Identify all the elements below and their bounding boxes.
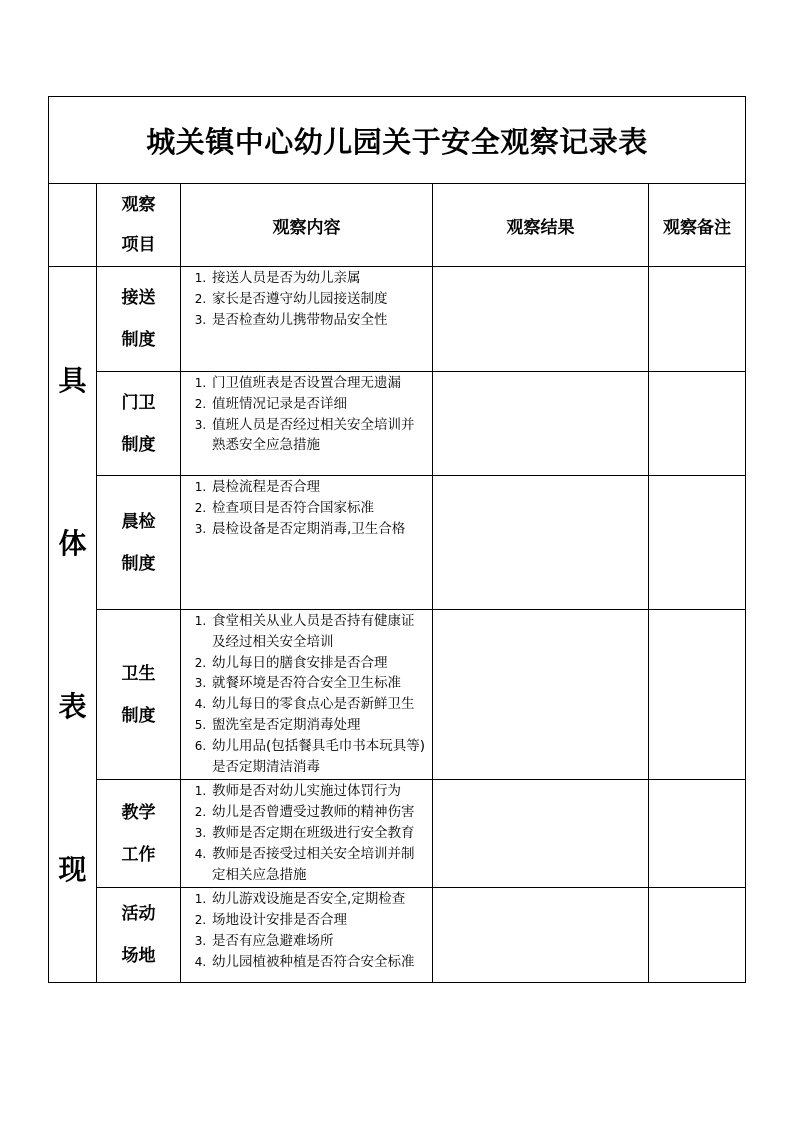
result-cell[interactable] [433,610,649,780]
header-blank-cell [49,184,97,267]
table-row [49,476,746,610]
list-item: 1. 晨检流程是否合理 [210,477,426,498]
list-item: 1. 幼儿游戏设施是否安全,定期检查 [210,889,426,910]
side-char: 具 [58,363,87,397]
project-cell [97,267,181,372]
side-char: 现 [58,852,87,886]
result-cell[interactable] [433,372,649,476]
project-cell [97,888,181,983]
list-item: 2. 家长是否遵守幼儿园接送制度 [210,289,426,310]
result-cell[interactable] [433,888,649,983]
list-item: 1. 门卫值班表是否设置合理无遗漏 [210,373,426,394]
content-cell [181,267,433,372]
content-list [181,888,432,974]
page-title: 城关镇中心幼儿园关于安全观察记录表 [49,97,746,184]
content-list [181,610,432,779]
side-char: 体 [58,526,87,560]
content-cell [181,888,433,983]
project-line2: 制度 [121,330,156,350]
remark-cell[interactable] [649,610,746,780]
content-cell [181,476,433,610]
project-line2: 制度 [121,434,156,455]
table-row [49,372,746,476]
project-cell [97,780,181,888]
list-item: 6. 幼儿用品(包括餐具毛巾书本玩具等)是否定期清洁消毒 [210,736,426,778]
project-cell [97,372,181,476]
list-item: 1. 教师是否对幼儿实施过体罚行为 [210,781,426,802]
header-content: 观察内容 [181,184,433,267]
project-line1: 晨检 [121,511,156,532]
project-line2: 场地 [121,946,156,967]
result-cell[interactable] [433,476,649,610]
project-line1: 门卫 [121,392,156,413]
list-item: 3. 教师是否定期在班级进行安全教育 [210,823,426,844]
record-sheet [48,96,745,983]
content-cell [181,610,433,780]
list-item: 2. 幼儿是否曾遭受过教师的精神伤害 [210,802,426,823]
list-item: 4. 教师是否接受过相关安全培训并制定相关应急措施 [210,844,426,886]
list-item: 1. 接送人员是否为幼儿亲属 [210,268,426,289]
table-row [49,610,746,780]
list-item: 3. 值班人员是否经过相关安全培训并熟悉安全应急措施 [210,415,426,457]
content-list [181,372,432,458]
side-label [49,267,97,983]
header-remark: 观察备注 [649,184,746,267]
project-line1: 接送 [121,288,156,308]
project-line1: 卫生 [121,663,156,684]
list-item: 3. 就餐环境是否符合安全卫生标准 [210,673,426,694]
header-project-line1: 观察 [121,195,156,215]
project-line1: 教学 [121,802,156,823]
project-cell [97,476,181,610]
content-list [181,476,432,541]
list-item: 2. 场地设计安排是否合理 [210,910,426,931]
remark-cell[interactable] [649,780,746,888]
list-item: 2. 值班情况记录是否详细 [210,394,426,415]
table-row [49,888,746,983]
list-item: 4. 幼儿每日的零食点心是否新鲜卫生 [210,694,426,715]
observation-table [48,96,746,983]
remark-cell[interactable] [649,888,746,983]
list-item: 5. 盥洗室是否定期消毒处理 [210,715,426,736]
list-item: 2. 幼儿每日的膳食安排是否合理 [210,653,426,674]
content-cell [181,372,433,476]
project-line2: 制度 [121,705,156,726]
list-item: 2. 检查项目是否符合国家标准 [210,498,426,519]
header-project [97,184,181,267]
result-cell[interactable] [433,267,649,372]
project-line2: 制度 [121,553,156,574]
content-cell [181,780,433,888]
remark-cell[interactable] [649,267,746,372]
project-line1: 活动 [121,904,156,925]
list-item: 1. 食堂相关从业人员是否持有健康证及经过相关安全培训 [210,611,426,653]
project-line2: 工作 [121,844,156,865]
remark-cell[interactable] [649,372,746,476]
list-item: 3. 晨检设备是否定期消毒,卫生合格 [210,519,426,540]
content-list [181,267,432,332]
table-row [49,780,746,888]
project-cell [97,610,181,780]
content-list [181,780,432,887]
side-char: 表 [58,689,87,723]
list-item: 4. 幼儿园植被种植是否符合安全标准 [210,952,426,973]
list-item: 3. 是否有应急避难场所 [210,931,426,952]
header-result: 观察结果 [433,184,649,267]
result-cell[interactable] [433,780,649,888]
list-item: 3. 是否检查幼儿携带物品安全性 [210,310,426,331]
remark-cell[interactable] [649,476,746,610]
header-project-line2: 项目 [121,235,156,255]
table-row [49,267,746,372]
